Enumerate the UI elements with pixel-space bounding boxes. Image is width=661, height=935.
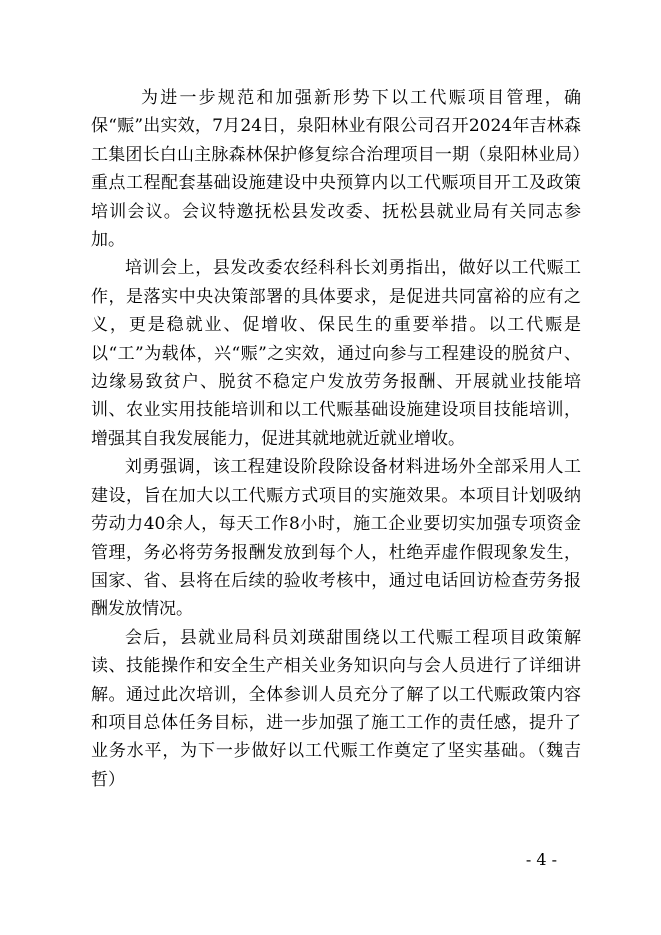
page-number: - 4 - [525,850,557,869]
paragraph-3: 刘勇强调，该工程建设阶段除设备材料进场外全部采用人工建设，旨在加大以工代赈方式项目的实施效果。本项目计划吸纳劳动力40余人，每天工作8小时，施工企业要切实加强专项资金管理，务必将劳务报酬发放到每个人，杜绝弄虚作假现象发生，国家、省、县将在后续的验收考核中，通过电话回访检查劳务报酬发放情况。 [91,457,581,620]
paragraph-1: 为进一步规范和加强新形势下以工代赈项目管理，确保“赈”出实效，7月24日，泉阳林业有限公司召开2024年吉林森工集团长白山主脉森林保护修复综合治理项目一期（泉阳林业局）重点工程配套基础设施建设中央预算内以工代赈项目开工及政策培训会议。会议特邀抚松县发改委、抚松县就业局有关同志参加。 [91,88,581,251]
document-body [91,84,581,794]
paragraph-4: 会后，县就业局科员刘瑛甜围绕以工代赈工程项目政策解读、技能操作和安全生产相关业务知识向与会人员进行了详细讲解。通过此次培训，全体参训人员充分了解了以工代赈政策内容和项目总体任务目标，进一步加强了施工工作的责任感，提升了业务水平，为下一步做好以工代赈工作奠定了坚实基础。（魏吉哲） [91,627,581,790]
paragraph-2: 培训会上，县发改委农经科科长刘勇指出，做好以工代赈工作，是落实中央决策部署的具体要求，是促进共同富裕的应有之义，更是稳就业、促增收、保民生的重要举措。以工代赈是以“工”为载体，兴“赈”之实效，通过向参与工程建设的脱贫户、边缘易致贫户、脱贫不稳定户发放劳务报酬、开展就业技能培训、农业实用技能培训和以工代赈基础设施建设项目技能培训，增强其自我发展能力，促进其就地就近就业增收。 [91,258,581,449]
